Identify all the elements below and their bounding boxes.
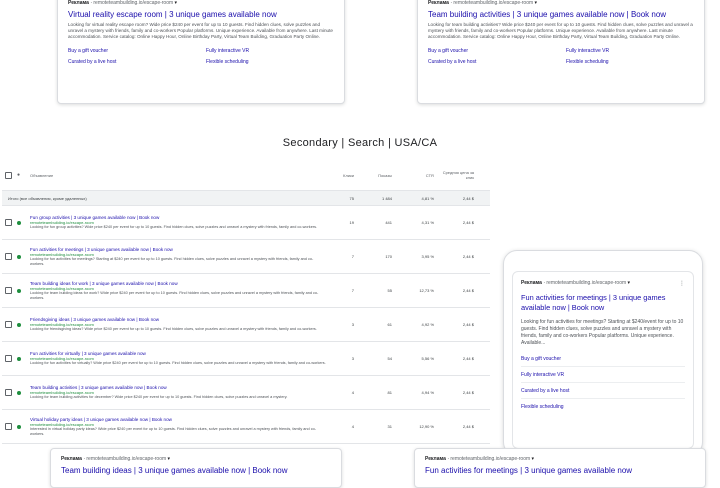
row-ctr: 5,56 % <box>421 356 434 361</box>
row-ad-url: remoteteambuilding.io/escape-room <box>30 356 94 362</box>
status-column-icon: ● <box>17 172 21 178</box>
ad-headline[interactable]: Team building ideas | 3 unique games available now | Book now <box>61 466 288 475</box>
enabled-status-icon <box>17 289 21 293</box>
column-header-ctr[interactable]: CTR <box>425 172 434 178</box>
ad-label: Реклама <box>61 456 82 462</box>
row-clicks: 4 <box>351 390 354 395</box>
row-ad-url: remoteteambuilding.io/escape-room <box>30 220 94 226</box>
ad-url[interactable]: remoteteambuilding.io/escape-room <box>86 456 167 462</box>
ad-url[interactable]: remoteteambuilding.io/escape-room <box>93 0 174 6</box>
table-row <box>2 410 490 444</box>
row-impressions: 81 <box>387 390 392 395</box>
table-header <box>2 160 490 191</box>
ad-url[interactable]: remoteteambuilding.io/escape-room <box>546 280 627 286</box>
row-ad-url: remoteteambuilding.io/escape-room <box>30 286 94 292</box>
row-ad-url: remoteteambuilding.io/escape-room <box>30 322 94 328</box>
sitelinks <box>428 48 694 65</box>
ad-label: Реклама <box>425 456 446 462</box>
table-body <box>2 206 490 444</box>
row-avg-cpc: 2,44 $ <box>462 322 474 327</box>
row-ad-headline[interactable]: Virtual holiday party ideas | 3 unique games available now | Book now <box>30 416 172 422</box>
mobile-sitelinks <box>521 351 685 414</box>
row-ad-headline[interactable]: Fun activities for meetings | 3 unique games available now | Book now <box>30 246 173 252</box>
ads-table <box>2 160 490 444</box>
row-avg-cpc: 2,44 $ <box>462 220 474 225</box>
sitelink-gift-voucher[interactable]: Buy a gift voucher <box>428 47 469 54</box>
ad-preview-card-team-building-ideas: Реклама · remoteteambuilding.io/escape-room ▾ Team building ideas | 3 unique games available now | Book now <box>50 448 342 488</box>
row-checkbox[interactable] <box>5 321 12 328</box>
enabled-status-icon <box>17 391 21 395</box>
row-checkbox[interactable] <box>5 287 12 294</box>
table-row <box>2 342 490 376</box>
summary-clicks: 75 <box>349 195 354 201</box>
ad-headline[interactable]: Virtual reality escape room | 3 unique games available now <box>68 10 277 19</box>
table-row <box>2 274 490 308</box>
row-clicks: 7 <box>351 254 354 259</box>
row-avg-cpc: 2,44 $ <box>462 288 474 293</box>
ad-headline[interactable]: Fun activities for meetings | 3 unique games available now <box>425 466 633 475</box>
select-all-checkbox[interactable] <box>5 172 12 179</box>
ad-preview-card-vr: Реклама · remoteteambuilding.io/escape-room ▾ Virtual reality escape room | 3 unique games available now Looking for virtual reality escape room? Wide price $240 per event for up to 10 guests. Find hidden clues, solve puzzles and unravel a mystery with friends, family and co-workers Popular platforms. Unique experience. Available from anywhere. Last minute accommodation. Service catalog: Online Happy Hour, Online Birthday Party, Virtual Team Building, Graduation Party Online. Buy a gift voucher Fully interactive VR Curated by a live host Flexible scheduling <box>57 0 345 104</box>
row-ad-headline[interactable]: Team building activities | 3 unique games available now | Book now <box>30 385 167 390</box>
row-clicks: 3 <box>351 356 354 361</box>
row-clicks: 3 <box>351 322 354 327</box>
row-ad-url: remoteteambuilding.io/escape-room <box>30 390 94 396</box>
row-ctr: 4,31 % <box>421 220 434 225</box>
sitelink-live-host[interactable]: Curated by a live host <box>521 383 685 399</box>
ad-url[interactable]: remoteteambuilding.io/escape-room <box>450 456 531 462</box>
table-row <box>2 240 490 274</box>
ad-url[interactable]: remoteteambuilding.io/escape-room <box>453 0 534 6</box>
row-ctr: 12,73 % <box>419 288 434 293</box>
row-ad-description: Looking for fun activities for meetings? Starting at $240 per event for up to 10 guests. Find hidden clues, solve puzzles and unravel a mystery with friends, family and co-workers. <box>30 257 314 266</box>
row-ad-description: Looking for friendsgiving ideas? Wide price $240 per event for up to 10 guests. Find hidden clues, solve puzzles and unravel a mystery with friends, family and co-workers. <box>30 327 317 332</box>
ad-label: Реклама <box>68 0 89 6</box>
row-impressions: 170 <box>385 254 392 259</box>
column-header-clicks[interactable]: Клики <box>343 172 354 178</box>
row-avg-cpc: 2,44 $ <box>462 424 474 429</box>
sitelink-interactive-vr[interactable]: Fully interactive VR <box>566 47 610 54</box>
table-row <box>2 206 490 240</box>
row-clicks: 7 <box>351 288 354 293</box>
enabled-status-icon <box>17 425 21 429</box>
enabled-status-icon <box>17 221 21 225</box>
sitelink-gift-voucher[interactable]: Buy a gift voucher <box>68 47 109 54</box>
row-impressions: 54 <box>387 356 392 361</box>
enabled-status-icon <box>17 357 21 361</box>
row-ad-description: Looking for fun group activities? Wide price $240 per event for up to 10 guests. Find hidden clues, solve puzzles and unravel a mystery with friends, family and co-workers. <box>30 225 318 230</box>
ad-label: Реклама <box>521 280 542 286</box>
row-ctr: 4,94 % <box>421 390 434 395</box>
row-avg-cpc: 2,44 $ <box>462 254 474 259</box>
sitelink-live-host[interactable]: Curated by a live host <box>428 58 477 65</box>
mobile-preview-frame <box>503 250 703 456</box>
summary-ctr: 4,81 % <box>421 195 434 201</box>
row-impressions: 31 <box>387 424 392 429</box>
row-ad-headline[interactable]: Fun group activities | 3 unique games available now | Book now <box>30 215 160 220</box>
row-ad-headline[interactable]: Friendsgiving ideas | 3 unique games available now | Book now <box>30 317 160 322</box>
row-ad-description: Looking for fun activities for virtually? Wide price $240 per event for up to 10 guests. Find hidden clues, solve puzzles and unravel a mystery with friends, family and co-workers. <box>30 361 326 366</box>
sitelink-interactive-vr[interactable]: Fully interactive VR <box>206 47 250 54</box>
row-impressions: 61 <box>387 322 392 327</box>
table-summary-row <box>2 191 490 206</box>
summary-impressions: 1 484 <box>381 195 392 201</box>
row-ad-headline[interactable]: Fun activities for virtually | 3 unique games available now <box>30 351 146 356</box>
sitelink-flexible-scheduling[interactable]: Flexible scheduling <box>521 404 564 410</box>
row-ctr: 4,92 % <box>421 322 434 327</box>
table-row <box>2 376 490 410</box>
row-clicks: 19 <box>349 220 354 225</box>
row-clicks: 4 <box>351 424 354 429</box>
enabled-status-icon <box>17 255 21 259</box>
row-ctr: 12,90 % <box>419 424 434 429</box>
enabled-status-icon <box>17 323 21 327</box>
row-ad-url: remoteteambuilding.io/escape-room <box>30 252 94 258</box>
column-header-impressions[interactable]: Показы <box>378 172 392 178</box>
sitelink-live-host[interactable]: Curated by a live host <box>68 58 117 65</box>
row-ctr: 3,95 % <box>421 254 434 259</box>
ad-label: Реклама <box>428 0 449 6</box>
row-ad-description: Interested in virtual holiday party ideas? Wide price $240 per event for up to 10 guests. Find hidden clues, solve puzzles and unravel a mystery with friends, family and co-workers. <box>30 427 316 436</box>
sitelink-flexible-scheduling[interactable]: Flexible scheduling <box>566 58 609 65</box>
row-impressions: 441 <box>385 220 392 225</box>
row-ad-description: Looking for team building ideas for work? Wide price $240 per event for up to 10 guests. Find hidden clues, solve puzzles and unravel a mystery with friends, family and co-workers. <box>30 291 319 300</box>
sitelink-gift-voucher[interactable]: Buy a gift voucher <box>521 351 685 367</box>
sitelinks <box>68 48 334 65</box>
mobile-ad-preview: Реклама · remoteteambuilding.io/escape-room ▾ ⋮ Fun activities for meetings | 3 unique games available now | Book now Looking for fun activities for meetings? Starting at $240/event for up to 10 guests. Find hidden clues, solve puzzles and unravel a mystery with friends, family and co-workers Popular platforms. Unique experience. Available... Buy a gift voucher Fully interactive VR Curated by a live host Flexible scheduling <box>512 271 694 449</box>
more-vert-icon[interactable]: ⋮ <box>679 281 685 287</box>
summary-label: Итого (все объявления, кроме удаленных) <box>8 195 87 201</box>
row-checkbox[interactable] <box>5 389 12 396</box>
sitelink-flexible-scheduling[interactable]: Flexible scheduling <box>206 58 249 65</box>
row-checkbox[interactable] <box>5 423 12 430</box>
summary-avg-cpc: 2,44 $ <box>462 195 474 201</box>
section-title: Secondary | Search | USA/CA <box>282 137 438 149</box>
ad-description: Looking for team building activities? Wide price $240 per event for up to 10 guests. Find hidden clues, solve puzzles and unravel a mystery with friends, family and co-workers Popular platforms. Unique experience. Available from anywhere. Last minute accommodation. Service catalog: Online Happy Hour, Online Birthday Party, Virtual Team Building, Graduation Party Online. <box>428 22 693 40</box>
ad-preview-card-fun-meetings: Реклама · remoteteambuilding.io/escape-room ▾ Fun activities for meetings | 3 unique games available now <box>414 448 706 488</box>
table-row <box>2 308 490 342</box>
row-ad-description: Looking for team building activities for december? Wide price $240 per event for up to 10 guests. Find hidden clues, solve puzzles and unravel a mystery. <box>30 395 288 400</box>
row-checkbox[interactable] <box>5 253 12 260</box>
ad-headline[interactable]: Team building activities | 3 unique games available now | Book now <box>428 10 667 19</box>
row-ad-url: remoteteambuilding.io/escape-room <box>30 422 94 428</box>
row-ad-headline[interactable]: Team building ideas for work | 3 unique games available now | Book now <box>30 280 178 286</box>
row-avg-cpc: 2,44 $ <box>462 356 474 361</box>
ad-description: Looking for virtual reality escape room? Wide price $240 per event for up to 10 guests. Find hidden clues, solve puzzles and unravel a mystery with friends, family and co-workers Popular platforms. Unique experience. Available from anywhere. Last minute accommodation. Service catalog: Online Happy Hour, Online Birthday Party, Virtual Team Building, Graduation Party Online. <box>68 22 333 40</box>
column-header-ad[interactable]: Объявление <box>30 172 54 178</box>
mobile-ad-description: Looking for fun activities for meetings? Starting at $240/event for up to 10 guests. Find hidden clues, solve puzzles and unravel a mystery with friends, family and co-workers Popular platforms. Unique experience. Available... <box>521 319 684 346</box>
sitelink-interactive-vr[interactable]: Fully interactive VR <box>521 367 685 383</box>
row-avg-cpc: 2,44 $ <box>462 390 474 395</box>
ad-preview-card-team-building: Реклама · remoteteambuilding.io/escape-room ▾ Team building activities | 3 unique games available now | Book now Looking for team building activities? Wide price $240 per event for up to 10 guests. Find hidden clues, solve puzzles and unravel a mystery with friends, family and co-workers Popular platforms. Unique experience. Available from anywhere. Last minute accommodation. Service catalog: Online Happy Hour, Online Birthday Party, Virtual Team Building, Graduation Party Online. Buy a gift voucher Fully interactive VR Curated by a live host Flexible scheduling <box>417 0 705 104</box>
mobile-ad-headline[interactable]: Fun activities for meetings | 3 unique games available now | Book now <box>521 293 666 312</box>
row-checkbox[interactable] <box>5 219 12 226</box>
row-checkbox[interactable] <box>5 355 12 362</box>
row-impressions: 55 <box>387 288 392 293</box>
column-header-avg-cpc[interactable]: Средняя цена за клик <box>442 170 474 180</box>
